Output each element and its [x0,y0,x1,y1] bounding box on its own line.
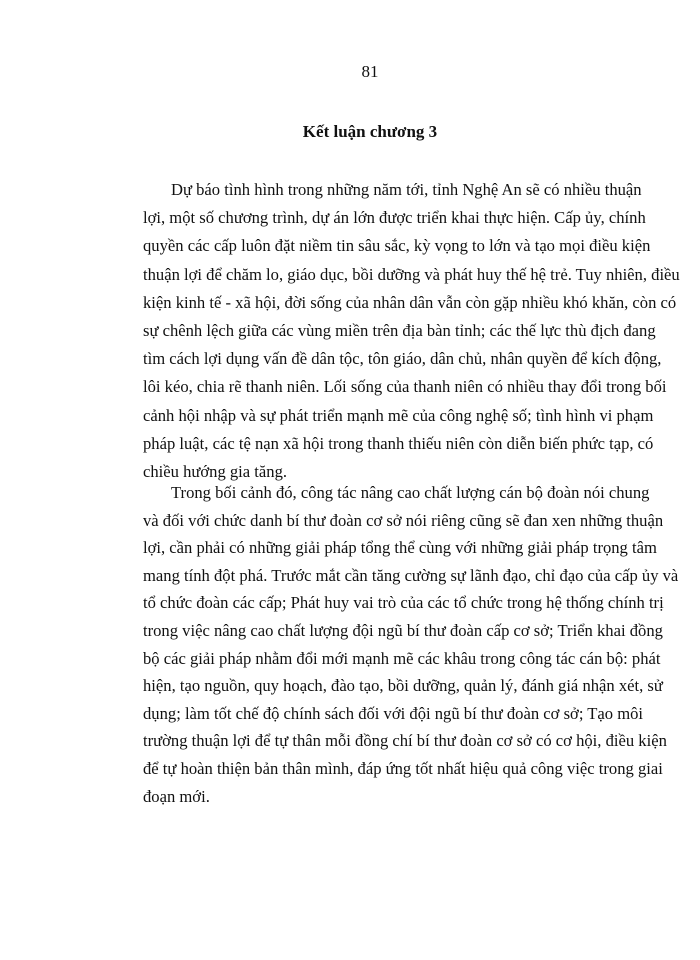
text-line: bộ các giải pháp nhằm đổi mới mạnh mẽ các khâu trong công tác cán bộ: phát [143,648,661,668]
text-line: hiện, tạo nguồn, quy hoạch, đào tạo, bồi dưỡng, quản lý, đánh giá nhận xét, sử [143,676,663,696]
text-line: dụng; làm tốt chế độ chính sách đối với đội ngũ bí thư đoàn cơ sở; Tạo môi [143,703,644,723]
text-line: quyền các cấp luôn đặt niềm tin sâu sắc, kỳ vọng to lớn và tạo mọi điều kiện [143,236,651,256]
text-line: lôi kéo, chia rẽ thanh niên. Lối sống của thanh niên có nhiều thay đổi trong bối [143,377,667,397]
text-line: tổ chức đoàn các cấp; Phát huy vai trò của các tổ chức trong hệ thống chính trị [143,593,664,613]
paragraph-1 [143,176,680,486]
text-line: trong việc nâng cao chất lượng đội ngũ bí thư đoàn cấp cơ sở; Triển khai đồng [143,620,663,640]
text-line: pháp luật, các tệ nạn xã hội trong thanh thiếu niên còn diễn biến phức tạp, có [143,433,654,453]
text-line: Dự báo tình hình trong những năm tới, tỉnh Nghệ An sẽ có nhiều thuận [171,180,642,199]
text-line: và đối với chức danh bí thư đoàn cơ sở nói riêng cũng sẽ đan xen những thuận [143,510,664,530]
paragraph-2 [143,479,679,810]
text-line: lợi, một số chương trình, dự án lớn được triển khai thực hiện. Cấp ủy, chính [143,208,646,228]
text-line: sự chênh lệch giữa các vùng miền trên địa bàn tỉnh; các thế lực thù địch đang [143,320,656,340]
text-line: chiều hướng gia tăng. [143,461,288,481]
chapter-conclusion-heading: Kết luận chương 3 [302,122,438,141]
text-line: Trong bối cảnh đó, công tác nâng cao chất lượng cán bộ đoàn nói chung [171,483,650,502]
text-line: tìm cách lợi dụng vấn đề dân tộc, tôn giáo, dân chủ, nhân quyền để kích động, [143,349,662,369]
text-line: đoạn mới. [143,786,210,806]
text-line: lợi, cần phải có những giải pháp tổng thể cùng với những giải pháp trọng tâm [143,538,657,558]
text-line: kiện kinh tế - xã hội, đời sống của nhân dân vẫn còn gặp nhiều khó khăn, còn có [143,292,677,312]
text-line: để tự hoàn thiện bản thân mình, đáp ứng tốt nhất hiệu quả công việc trong giai [143,758,663,778]
text-line: mang tính đột phá. Trước mắt cần tăng cường sự lãnh đạo, chỉ đạo của cấp ủy và [143,565,679,585]
page-number: 81 [361,62,379,81]
text-line: cảnh hội nhập và sự phát triển mạnh mẽ của công nghệ số; tình hình vi phạm [143,405,654,425]
text-line: trường thuận lợi để tự thân mỗi đồng chí bí thư đoàn cơ sở có cơ hội, điều kiện [143,731,667,751]
text-line: thuận lợi để chăm lo, giáo dục, bồi dưỡng và phát huy thế hệ trẻ. Tuy nhiên, điều [143,264,680,284]
